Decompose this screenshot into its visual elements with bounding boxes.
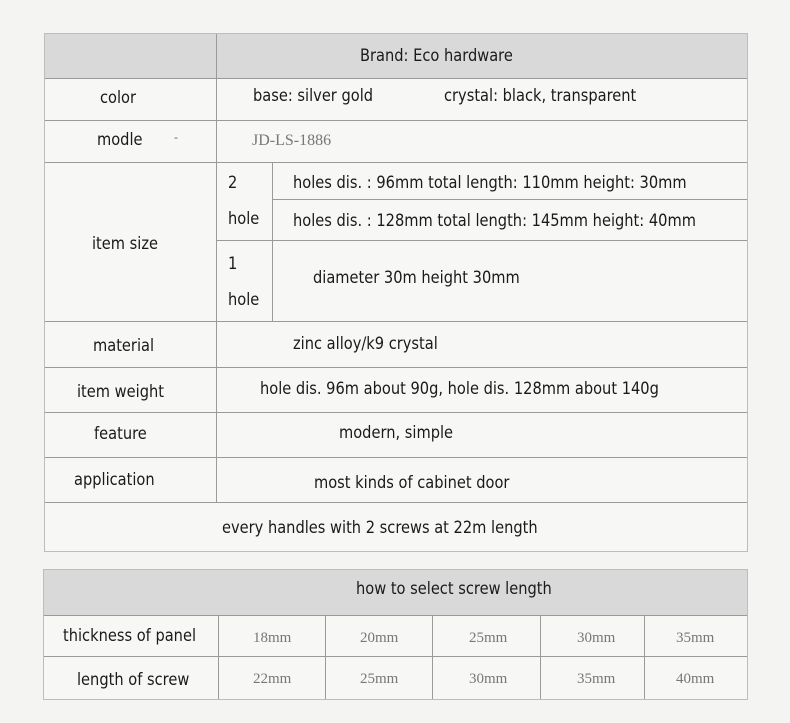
one-hole-spec: diameter 30m height 30mm <box>313 268 520 288</box>
size-label: item size <box>92 234 159 254</box>
divider <box>45 502 747 503</box>
material-label: material <box>93 336 155 356</box>
two-hole-num: 2 <box>228 173 238 193</box>
application-value: most kinds of cabinet door <box>314 473 510 493</box>
thickness-cell: 30mm <box>577 630 616 646</box>
one-hole-word: hole <box>228 290 260 310</box>
divider <box>45 321 747 322</box>
brand-title: Brand: Eco hardware <box>360 46 513 66</box>
length-cell: 30mm <box>469 671 508 687</box>
color-base: base: silver gold <box>253 86 374 106</box>
divider <box>432 615 433 699</box>
model-value: JD-LS-1886 <box>252 132 332 149</box>
screw-note: every handles with 2 screws at 22m length <box>222 518 538 538</box>
divider <box>45 412 747 413</box>
weight-label: item weight <box>77 382 164 402</box>
divider <box>44 656 747 657</box>
thickness-cell: 25mm <box>469 630 508 646</box>
divider <box>218 615 219 699</box>
divider <box>540 615 541 699</box>
screw-title: how to select screw length <box>356 579 552 599</box>
application-label: application <box>74 470 155 490</box>
two-hole-spec-2: holes dis. : 128mm total length: 145mm height: 40mm <box>293 211 696 231</box>
divider <box>45 120 747 121</box>
thickness-cell: 18mm <box>253 630 292 646</box>
color-crystal: crystal: black, transparent <box>444 86 637 106</box>
weight-value: hole dis. 96m about 90g, hole dis. 128mm about 140g <box>260 379 659 399</box>
divider <box>644 615 645 699</box>
length-cell: 40mm <box>676 671 715 687</box>
feature-value: modern, simple <box>339 423 454 443</box>
two-hole-spec-1: holes dis. : 96mm total length: 110mm height: 30mm <box>293 173 687 193</box>
model-dash: - <box>174 131 178 144</box>
divider <box>325 615 326 699</box>
divider <box>272 199 747 200</box>
thickness-label: thickness of panel <box>63 626 197 646</box>
divider <box>45 78 747 79</box>
material-value: zinc alloy/k9 crystal <box>293 334 438 354</box>
divider <box>216 240 747 241</box>
divider <box>216 34 217 502</box>
model-label: modle <box>97 130 143 150</box>
length-cell: 25mm <box>360 671 399 687</box>
length-label: length of screw <box>77 670 190 690</box>
feature-label: feature <box>94 424 147 444</box>
divider <box>45 367 747 368</box>
divider <box>45 457 747 458</box>
color-label: color <box>100 88 137 108</box>
thickness-cell: 20mm <box>360 630 399 646</box>
divider <box>272 162 273 321</box>
divider <box>44 615 747 616</box>
two-hole-word: hole <box>228 209 260 229</box>
length-cell: 35mm <box>577 671 616 687</box>
divider <box>45 162 747 163</box>
one-hole-num: 1 <box>228 254 238 274</box>
thickness-cell: 35mm <box>676 630 715 646</box>
length-cell: 22mm <box>253 671 292 687</box>
